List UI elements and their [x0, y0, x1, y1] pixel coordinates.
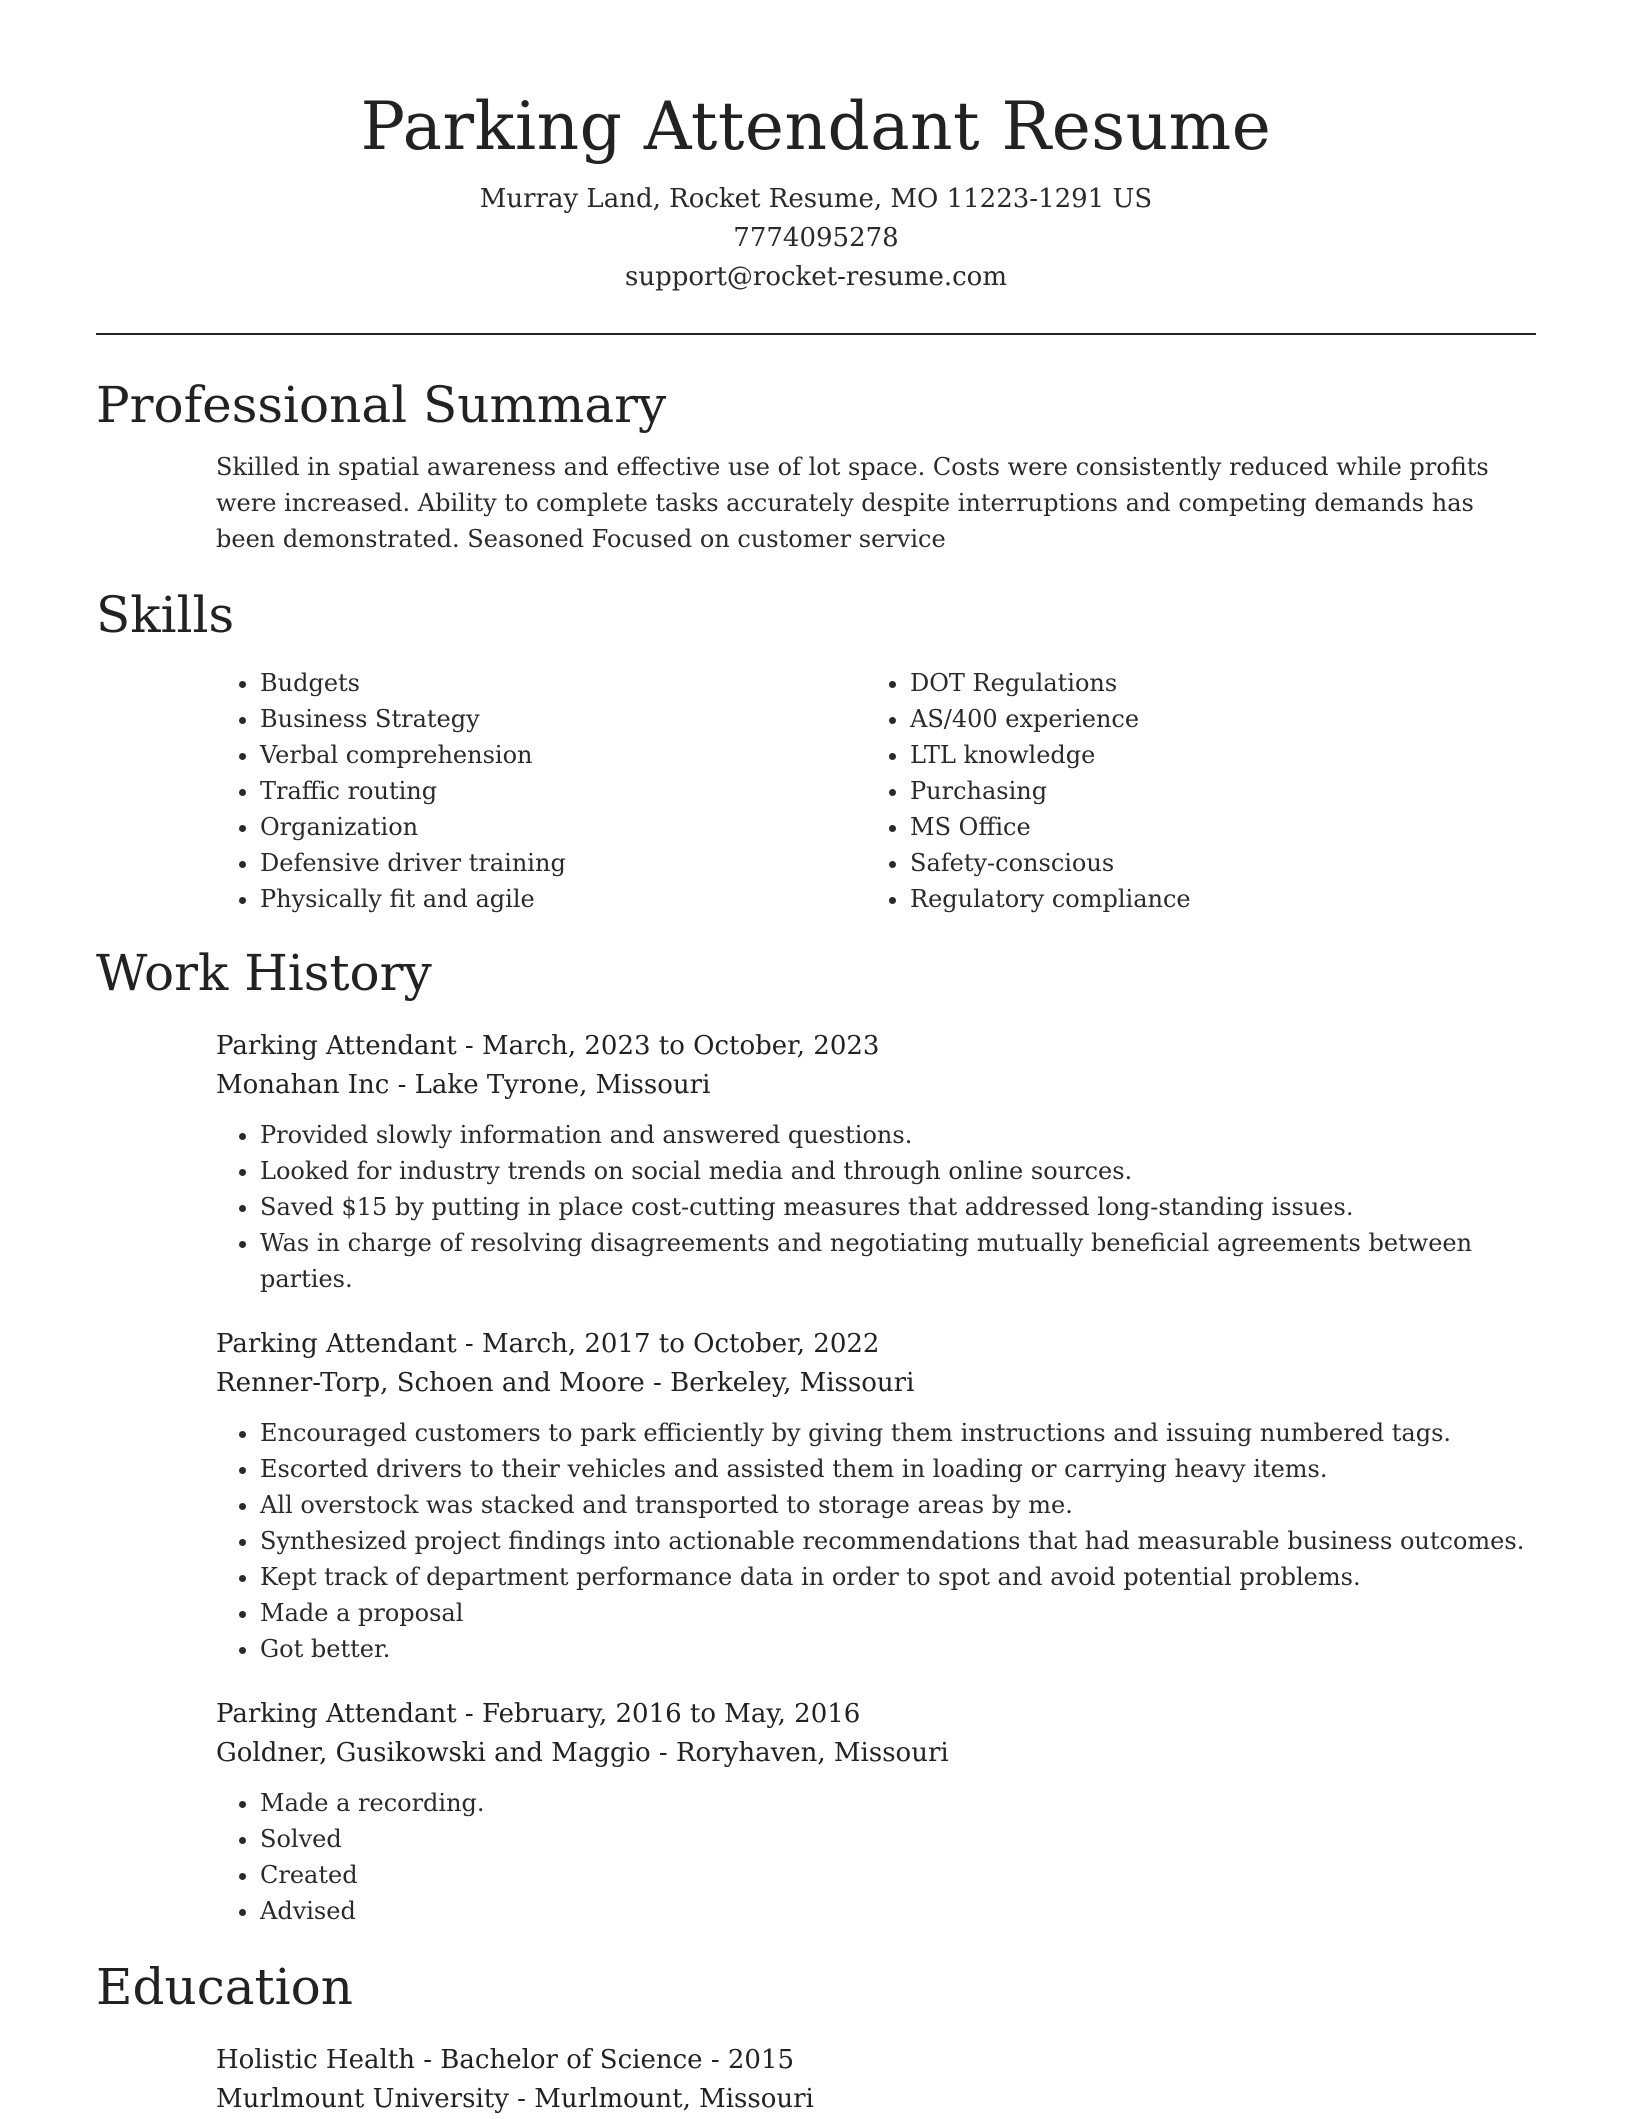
resume-title: Parking Attendant Resume [360, 88, 1272, 165]
resume-header [96, 0, 1536, 297]
contact-email: support@rocket-resume.com [624, 262, 1007, 292]
job-bullet: • Got better. [260, 1631, 1536, 1667]
job-title: Parking Attendant - March, 2017 to October, 2022 [216, 1329, 880, 1359]
work-history-section [96, 941, 1536, 1929]
summary-text: Skilled in spatial awareness and effective use of lot space. Costs were consistently reduced while profits were increased. Ability to complete tasks accurately despite interruptions and competing demands has been demonstrated. Seasoned Focused on customer service [216, 453, 1489, 553]
skill-item: • Budgets [260, 665, 866, 701]
education-school: Murlmount University - Murlmount, Missouri [216, 2084, 814, 2114]
job-bullet: • Kept track of department performance data in order to spot and avoid potential problems. [260, 1559, 1536, 1595]
job-bullet: • Escorted drivers to their vehicles and assisted them in loading or carrying heavy items. [260, 1451, 1536, 1487]
job-entry [216, 1695, 1536, 1929]
resume-page [96, 0, 1536, 2119]
skills-list-left [216, 665, 866, 917]
job-company: Monahan Inc - Lake Tyrone, Missouri [216, 1070, 711, 1100]
skill-item: • LTL knowledge [910, 737, 1516, 773]
education-entry [216, 2041, 1536, 2119]
contact-phone: 7774095278 [733, 223, 899, 253]
skill-item: • Safety-conscious [910, 845, 1516, 881]
skill-item: • Purchasing [910, 773, 1516, 809]
skill-item: • Physically fit and agile [260, 881, 866, 917]
skill-item: • Traffic routing [260, 773, 866, 809]
job-bullet: • Was in charge of resolving disagreements and negotiating mutually beneficial agreements between parties. [260, 1225, 1536, 1297]
skills-section [96, 583, 1536, 917]
skill-item: • DOT Regulations [910, 665, 1516, 701]
job-bullet: • Solved [260, 1821, 1536, 1857]
job-bullets [216, 1785, 1536, 1929]
job-bullet: • Encouraged customers to park efficiently by giving them instructions and issuing numbered tags. [260, 1415, 1536, 1451]
summary-heading: Professional Summary [96, 376, 667, 434]
job-company: Goldner, Gusikowski and Maggio - Roryhaven, Missouri [216, 1738, 949, 1768]
job-bullet: • Made a proposal [260, 1595, 1536, 1631]
skills-heading: Skills [96, 586, 235, 644]
job-title: Parking Attendant - February, 2016 to May, 2016 [216, 1699, 861, 1729]
job-bullet: • Synthesized project findings into actionable recommendations that had measurable business outcomes. [260, 1523, 1536, 1559]
skill-item: • Business Strategy [260, 701, 866, 737]
skill-item: • AS/400 experience [910, 701, 1516, 737]
job-entry [216, 1027, 1536, 1297]
job-bullet: • Saved $15 by putting in place cost-cutting measures that addressed long-standing issues. [260, 1189, 1536, 1225]
skills-grid [216, 665, 1536, 917]
job-bullet: • All overstock was stacked and transported to storage areas by me. [260, 1487, 1536, 1523]
work-history-heading: Work History [96, 944, 432, 1002]
summary-section [96, 373, 1536, 557]
job-bullet: • Created [260, 1857, 1536, 1893]
contact-address: Murray Land, Rocket Resume, MO 11223-1291 US [479, 184, 1153, 214]
job-title: Parking Attendant - March, 2023 to October, 2023 [216, 1031, 880, 1061]
job-bullets [216, 1117, 1536, 1297]
education-degree: Holistic Health - Bachelor of Science - 2015 [216, 2045, 795, 2075]
job-bullet: • Advised [260, 1893, 1536, 1929]
skill-item: • Regulatory compliance [910, 881, 1516, 917]
header-divider [96, 333, 1536, 335]
skill-item: • MS Office [910, 809, 1516, 845]
education-heading: Education [96, 1958, 353, 2016]
job-company: Renner-Torp, Schoen and Moore - Berkeley, Missouri [216, 1368, 915, 1398]
job-bullet: • Provided slowly information and answered questions. [260, 1117, 1536, 1153]
job-bullet: • Made a recording. [260, 1785, 1536, 1821]
contact-block [96, 180, 1536, 297]
education-section [96, 1955, 1536, 2119]
job-entry [216, 1325, 1536, 1667]
skill-item: • Defensive driver training [260, 845, 866, 881]
job-bullet: • Looked for industry trends on social media and through online sources. [260, 1153, 1536, 1189]
skill-item: • Verbal comprehension [260, 737, 866, 773]
skill-item: • Organization [260, 809, 866, 845]
job-bullets [216, 1415, 1536, 1667]
skills-list-right [866, 665, 1516, 917]
